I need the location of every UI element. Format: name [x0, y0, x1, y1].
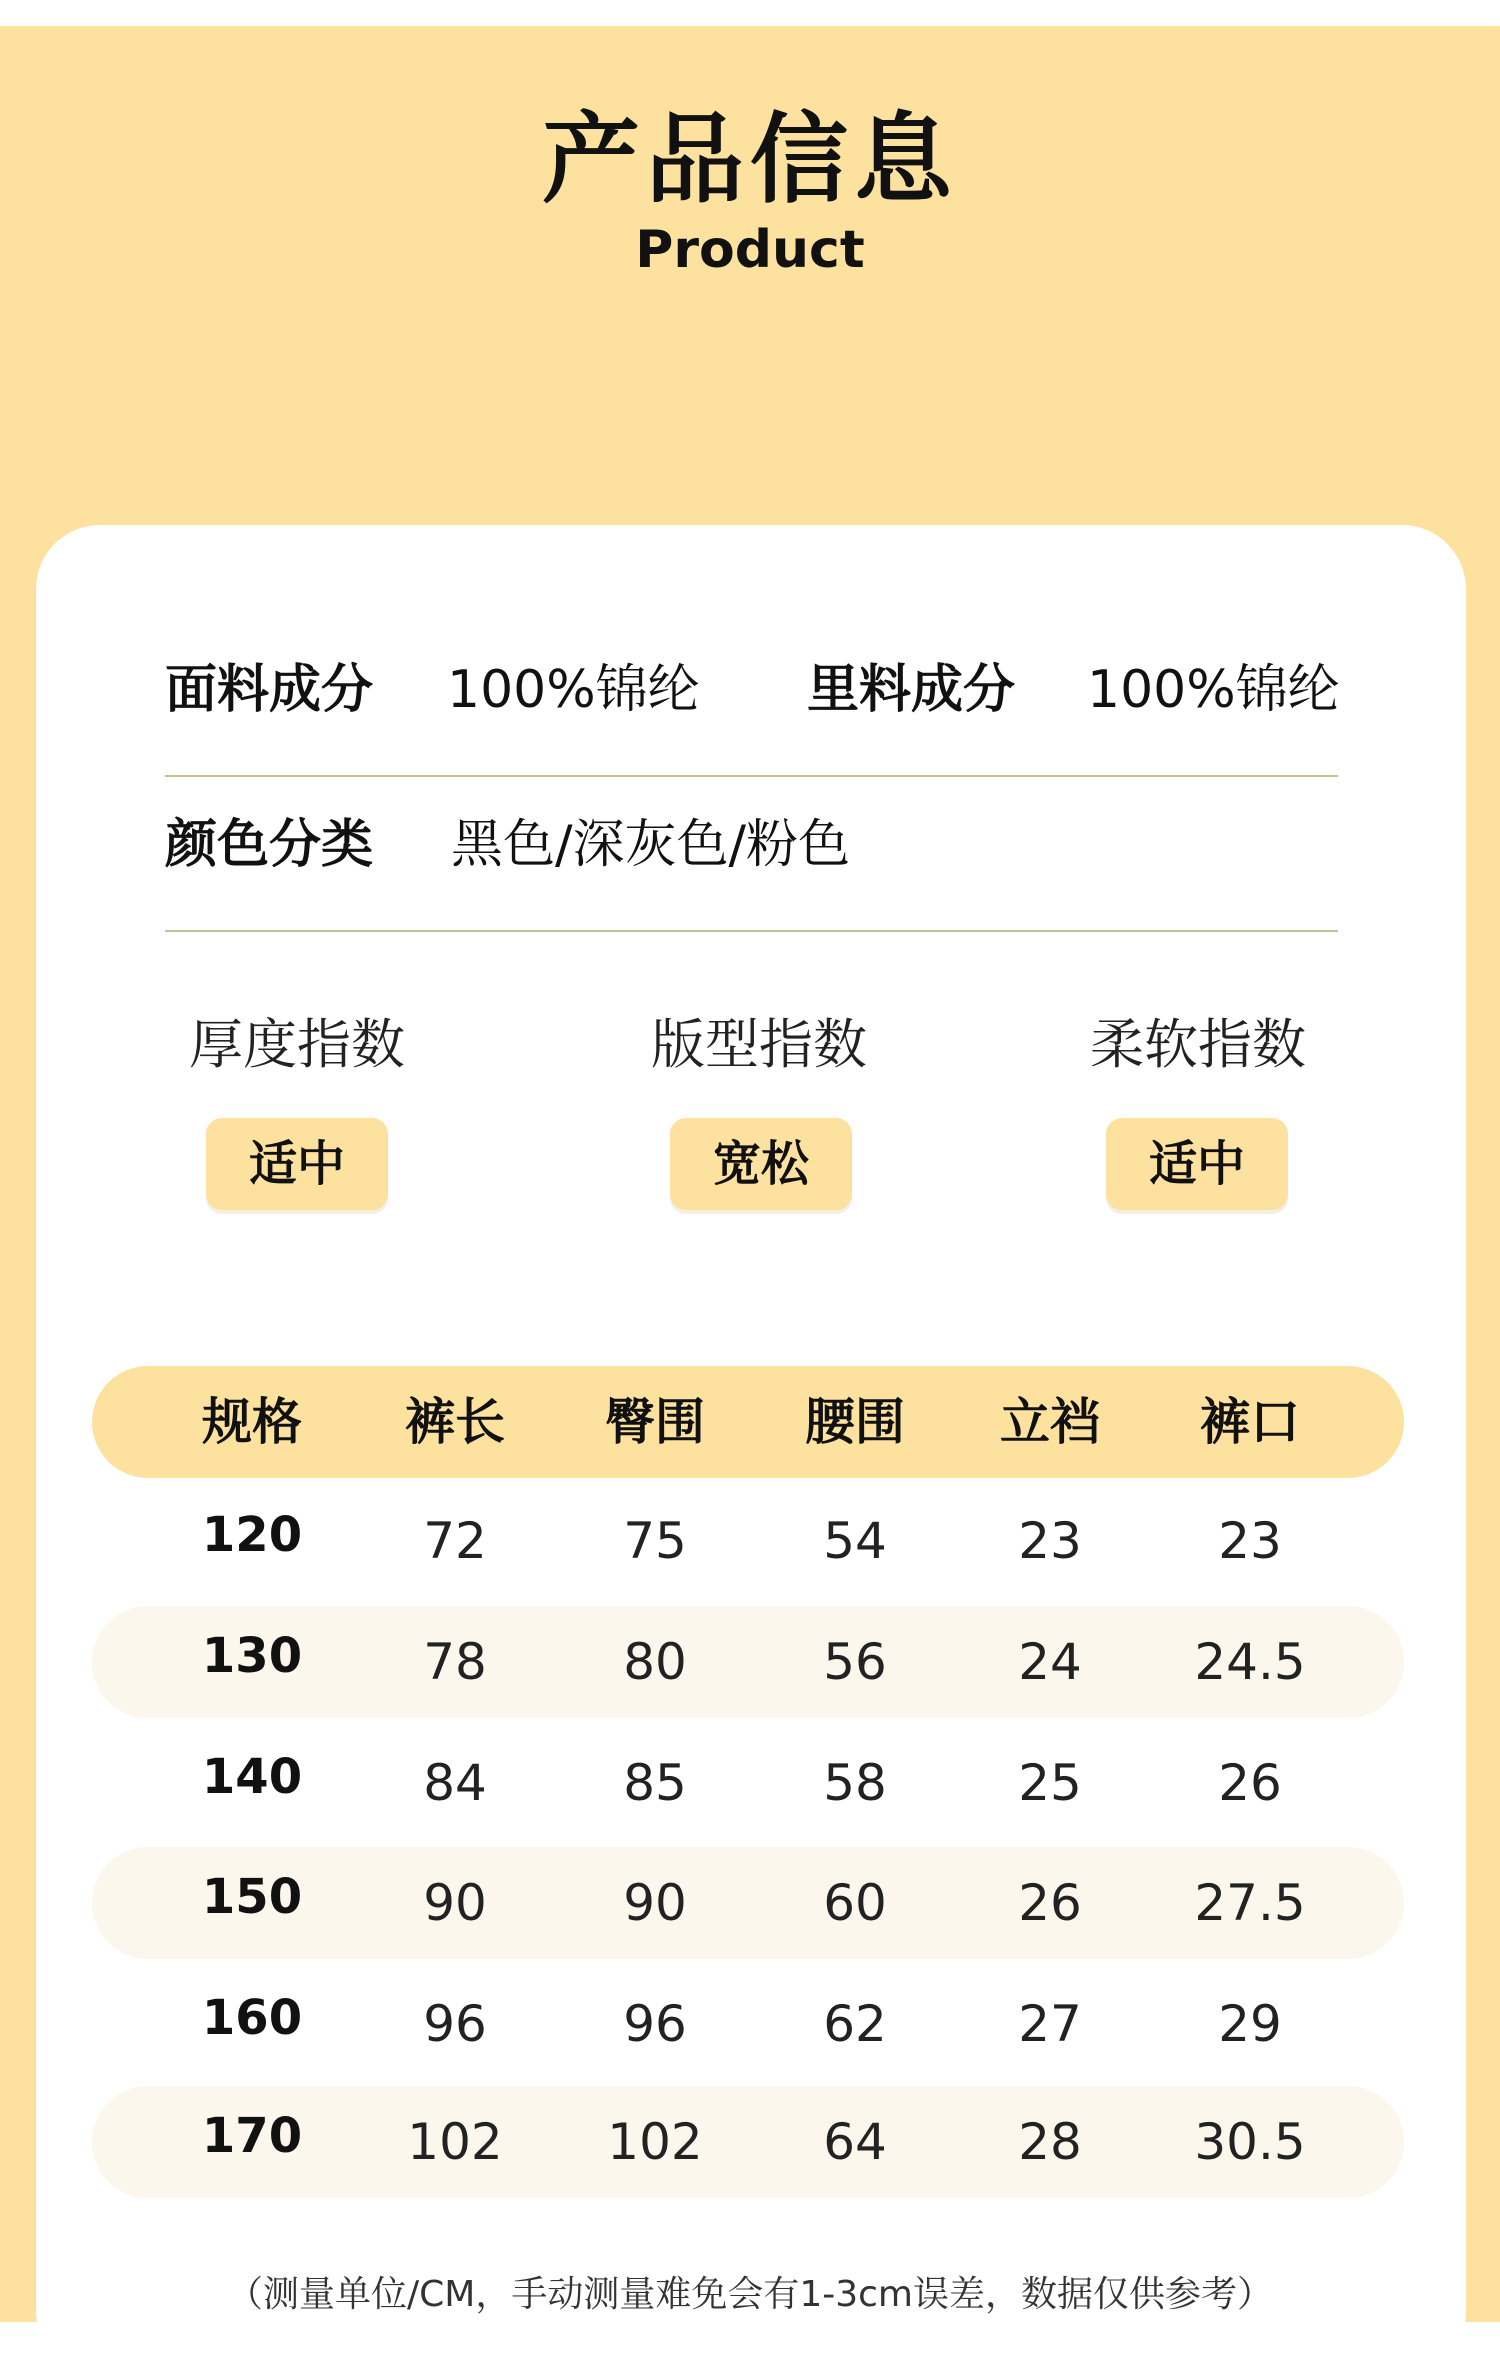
cell-hip: 102 [607, 2113, 703, 2171]
fit-index-badge: 宽松 [670, 1118, 852, 1210]
cell-waist: 58 [823, 1754, 887, 1812]
header-length: 裤长 [405, 1393, 505, 1451]
material-row [165, 625, 1338, 777]
fabric-value: 100%锦纶 [447, 660, 700, 720]
lining-label: 里料成分 [807, 660, 1016, 720]
header-size: 规格 [202, 1393, 302, 1451]
cell-waist: 62 [823, 1995, 887, 2053]
cell-length: 90 [423, 1874, 487, 1932]
header-leg-opening: 裤口 [1200, 1393, 1300, 1451]
cell-waist: 56 [823, 1633, 887, 1691]
cell-length: 102 [407, 2113, 503, 2171]
cell-hip: 80 [623, 1633, 687, 1691]
fabric-label: 面料成分 [165, 660, 374, 720]
cell-leg-opening: 29 [1218, 1995, 1282, 2053]
cell-hip: 90 [623, 1874, 687, 1932]
cell-waist: 64 [823, 2113, 887, 2171]
lining-value: 100%锦纶 [1087, 660, 1340, 720]
cell-length: 72 [423, 1512, 487, 1570]
header-rise: 立裆 [1000, 1393, 1100, 1451]
header-hip: 臀围 [605, 1393, 705, 1451]
cell-hip: 75 [623, 1512, 687, 1570]
cell-leg-opening: 24.5 [1194, 1633, 1306, 1691]
cell-length: 96 [423, 1995, 487, 2053]
cell-rise: 28 [1018, 2113, 1082, 2171]
thickness-index-label: 厚度指数 [189, 1013, 405, 1076]
cell-rise: 23 [1018, 1512, 1082, 1570]
cell-size: 120 [201, 1507, 303, 1563]
cell-rise: 25 [1018, 1754, 1082, 1812]
header-waist: 腰围 [805, 1393, 905, 1451]
page-subtitle: Product [635, 220, 865, 280]
cell-waist: 54 [823, 1512, 887, 1570]
cell-size: 170 [201, 2108, 303, 2164]
cell-leg-opening: 23 [1218, 1512, 1282, 1570]
fit-index-label: 版型指数 [651, 1013, 867, 1076]
cell-rise: 27 [1018, 1995, 1082, 2053]
cell-rise: 26 [1018, 1874, 1082, 1932]
cell-rise: 24 [1018, 1633, 1082, 1691]
cell-hip: 96 [623, 1995, 687, 2053]
measurement-note: （测量单位/CM，手动测量难免会有1-3cm误差，数据仅供参考） [227, 2274, 1273, 2315]
thickness-index-badge: 适中 [206, 1118, 388, 1210]
cell-length: 78 [423, 1633, 487, 1691]
cell-leg-opening: 30.5 [1194, 2113, 1306, 2171]
cell-size: 130 [201, 1628, 303, 1684]
cell-size: 150 [201, 1869, 303, 1925]
page-title: 产品信息 [541, 103, 958, 217]
cell-leg-opening: 26 [1218, 1754, 1282, 1812]
cell-waist: 60 [823, 1874, 887, 1932]
color-label: 颜色分类 [165, 815, 374, 875]
softness-index-label: 柔软指数 [1090, 1013, 1306, 1076]
cell-size: 160 [201, 1990, 303, 2046]
cell-hip: 85 [623, 1754, 687, 1812]
cell-leg-opening: 27.5 [1194, 1874, 1306, 1932]
cell-length: 84 [423, 1754, 487, 1812]
color-row [165, 780, 1338, 932]
softness-index-badge: 适中 [1106, 1118, 1288, 1210]
cell-size: 140 [201, 1749, 303, 1805]
color-value: 黑色/深灰色/粉色 [451, 815, 851, 875]
